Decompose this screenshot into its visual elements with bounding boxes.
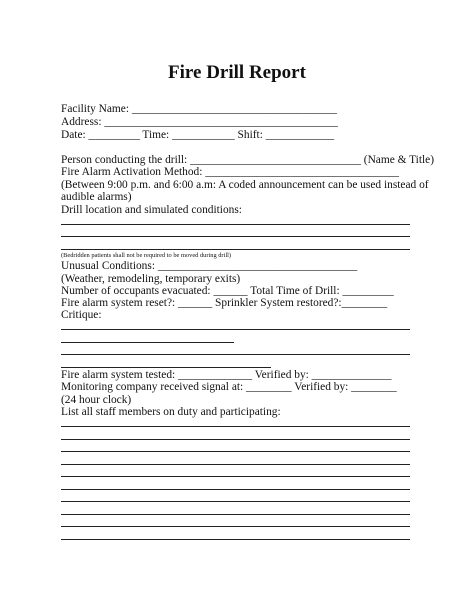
monitoring-signal-fields[interactable]: Monitoring company received signal at: ________ Verified by: ________ xyxy=(61,381,397,393)
clock-note: (24 hour clock) xyxy=(61,394,132,406)
staff-line-1[interactable] xyxy=(61,426,410,427)
critique-line-2[interactable] xyxy=(61,342,234,343)
coded-announcement-note: (Between 9:00 p.m. and 6:00 a.m: A coded announcement can be used instead of xyxy=(61,179,429,191)
staff-line-9[interactable] xyxy=(61,526,410,527)
critique-line-4[interactable] xyxy=(61,367,271,368)
occupants-and-time-fields[interactable]: Number of occupants evacuated: ______ Total Time of Drill: _________ xyxy=(61,285,394,297)
drill-location-line-3[interactable] xyxy=(61,249,410,250)
alarm-tested-verified-fields[interactable]: Fire alarm system tested: _____________ Verified by: ______________ xyxy=(61,369,392,381)
address-field[interactable]: Address: _________________________________________ xyxy=(61,116,338,128)
staff-line-8[interactable] xyxy=(61,514,410,515)
drill-location-label: Drill location and simulated conditions: xyxy=(61,204,242,216)
unusual-conditions-hint: (Weather, remodeling, temporary exits) xyxy=(61,273,241,285)
drill-location-line-2[interactable] xyxy=(61,236,410,237)
staff-line-6[interactable] xyxy=(61,489,410,490)
critique-label: Critique: xyxy=(61,309,102,321)
staff-line-4[interactable] xyxy=(61,464,410,465)
critique-line-3[interactable] xyxy=(61,354,410,355)
facility-name-field[interactable]: Facility Name: ____________________________________ xyxy=(61,103,337,115)
person-conducting-field[interactable]: Person conducting the drill: ______________________________ (Name & Title) xyxy=(61,154,435,166)
bedridden-note: (Bedridden patients shall not be required to be moved during drill) xyxy=(61,252,232,259)
alarm-activation-method-field[interactable]: Fire Alarm Activation Method: __________________________________ xyxy=(61,166,399,178)
staff-line-7[interactable] xyxy=(61,501,410,502)
date-time-shift-fields[interactable]: Date: _________ Time: ___________ Shift: ____________ xyxy=(61,129,335,141)
staff-list-label: List all staff members on duty and participating: xyxy=(61,406,281,418)
staff-line-5[interactable] xyxy=(61,476,410,477)
staff-line-3[interactable] xyxy=(61,451,410,452)
staff-line-10[interactable] xyxy=(61,539,410,540)
drill-location-line-1[interactable] xyxy=(61,224,410,225)
audible-alarms-note: audible alarms) xyxy=(61,191,132,203)
report-title: Fire Drill Report xyxy=(168,62,306,83)
alarm-reset-sprinkler-fields[interactable]: Fire alarm system reset?: ______ Sprinkler System restored?:________ xyxy=(61,297,388,309)
critique-line-1[interactable] xyxy=(61,329,410,330)
staff-line-2[interactable] xyxy=(61,439,410,440)
unusual-conditions-field[interactable]: Unusual Conditions: ___________________________________ xyxy=(61,260,358,272)
